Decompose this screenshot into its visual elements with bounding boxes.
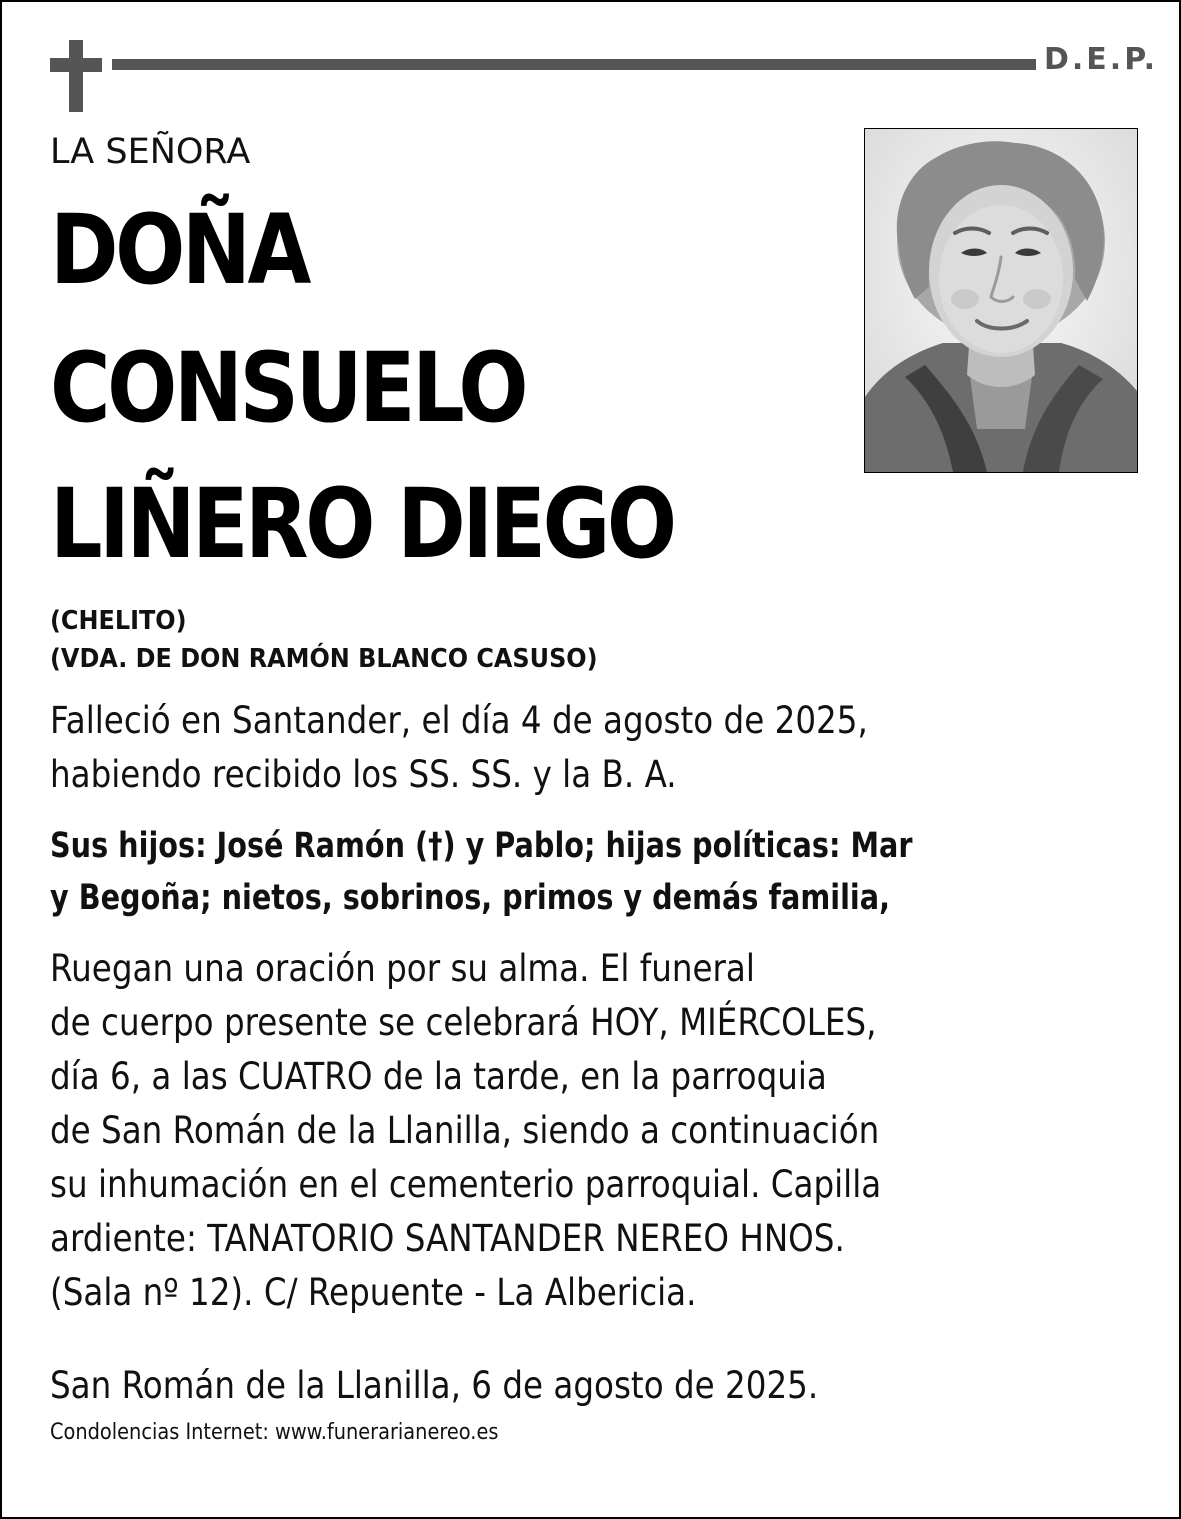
family-members [50,820,913,924]
name-line-1: DOÑA [50,194,308,306]
family-line: Sus hijos: José Ramón (†) y Pablo; hijas políticas: Mar [50,826,913,866]
death-line: habiendo recibido los SS. SS. y la B. A. [50,753,677,796]
death-announcement [50,694,868,802]
funeral-line: ardiente: TANATORIO SANTANDER NEREO HNOS. [50,1217,845,1260]
funeral-line: (Sala nº 12). C/ Repuente - La Albericia. [50,1271,697,1314]
condolences-link: Condolencias Internet: www.funerarianereo.es [50,1420,499,1445]
portrait-image [865,129,1137,472]
funeral-line: de cuerpo presente se celebrará HOY, MIÉRCOLES, [50,1001,877,1044]
dep-label: D.E.P. [1044,42,1159,77]
death-line: Falleció en Santander, el día 4 de agosto de 2025, [50,699,868,742]
funeral-line: su inhumación en el cementerio parroquial. Capilla [50,1163,882,1206]
header-rule [112,59,1036,70]
portrait-photo [864,128,1138,473]
honorific: LA SEÑORA [50,132,251,172]
funeral-line: día 6, a las CUATRO de la tarde, en la parroquia [50,1055,827,1098]
place-date: San Román de la Llanilla, 6 de agosto de 2025. [50,1364,819,1407]
family-line: y Begoña; nietos, sobrinos, primos y demás familia, [50,878,891,918]
funeral-details [50,942,881,1320]
funeral-line: Ruegan una oración por su alma. El funeral [50,947,755,990]
name-line-3: LIÑERO DIEGO [50,468,674,580]
funeral-line: de San Román de la Llanilla, siendo a continuación [50,1109,880,1152]
nickname: (CHELITO) [50,606,187,636]
widow-of: (VDA. DE DON RAMÓN BLANCO CASUSO) [50,644,598,674]
notice-header [50,40,1159,112]
name-line-2: CONSUELO [50,332,526,444]
cross-icon [50,40,102,112]
